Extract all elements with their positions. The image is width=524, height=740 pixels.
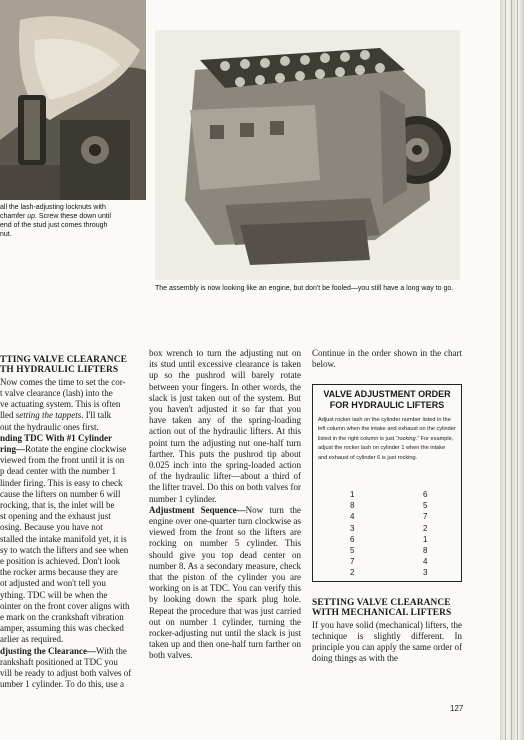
table-row: 1 6 (350, 490, 428, 499)
caption-right-photo: The assembly is now looking like an engine, but don't be fooled—you still have a long way to go. (155, 285, 454, 292)
photo-hand-adjusting-locknut (0, 0, 146, 200)
subheading-finding-tdc: nding TDC With #1 Cylinder (0, 432, 113, 443)
subheading-adjustment-sequence: Adjustment Sequence— (149, 504, 246, 515)
table-row: 8 5 (350, 501, 428, 511)
heading-hydraulic-lifters: TTING VALVE CLEARANCE TH HYDRAULIC LIFTERS (0, 355, 127, 376)
column-3-lower (312, 598, 462, 665)
table-row: 6 1 (350, 534, 428, 544)
subheading-adjusting-clearance: djusting the Clearance— (0, 645, 96, 656)
paragraph-box-wrench: box wrench to turn the adjusting nut on its stud until excessive clearance is taken up so the pushrod will barely rotate between your fingers. In other words, the slack is just taken out of the system. But you haven't adjusted it so far that you have taken any of the spring-loading action out of the hydraulic lifters. At this point turn the adjusting nut one-half turn farther. This puts the pushrod tip about 0.025 inch into the spring-loaded action of the hydraulic lifter—about a third of the lifter travel. Do this on both valves for number 1 cylinder. (149, 348, 301, 504)
table-description: Adjust rocker lash on the cylinder number listed in the left column when the intake and exhaust on the cylinder listed in the right column is just “rocking.” For example, adjust the rocker lash on cylinder 1 when the intake and exhaust of cylinder 6 is just rocking. (318, 417, 456, 461)
caption-left-photo: all the lash-adjusting locknuts with chamfer up. Screw these down until end of the stud just comes through nut. (0, 204, 111, 238)
table-row: 2 3 (350, 568, 428, 578)
column-1 (0, 355, 140, 691)
paragraph-continue: Continue in the order shown in the chart below. (312, 348, 462, 370)
book-page-edges (500, 0, 524, 740)
photo-engine-assembly (155, 30, 460, 280)
page-number: 127 (450, 704, 464, 713)
column-3 (312, 348, 462, 370)
table-title: VALVE ADJUSTMENT ORDER FOR HYDRAULIC LIFTERS (323, 389, 451, 410)
photo-hand-adjusting-locknut-image (0, 0, 146, 200)
table-row: 5 8 (350, 545, 428, 555)
paragraph-adjustment-sequence: Adjustment Sequence—Now turn the engine over one-quarter turn clockwise as viewed from the front so the lifters are rocking on number 5 cylinder. This should give you top dead center on number 8. As a secondary measure, check that the piston of the cylinder you are working on is at TDC. You can verify this by looking down the spark plug hole. Repeat the procedure that was just carried out on number 1 cylinder, turning the rocker-adjusting nut until the slack is just taken up and then one-half turn farther on both valves. (149, 504, 301, 661)
photo-engine-assembly-image (155, 30, 460, 280)
valve-adjustment-order-table (312, 384, 462, 582)
table-row: 3 2 (350, 523, 428, 533)
column-2 (149, 348, 301, 662)
paragraph-mechanical-lifters: If you have solid (mechanical) lifters, the technique is slightly different. In principle you can apply the same order of doing things as with the (312, 619, 462, 664)
table-row: 7 4 (350, 557, 428, 567)
cylinder-pairs (313, 489, 461, 579)
table-row: 4 7 (350, 512, 428, 522)
heading-mechanical-lifters: SETTING VALVE CLEARANCE WITH MECHANICAL LIFTERS (312, 598, 452, 619)
paragraph-intro: Now comes the time to set the cor- t valve clearance (lash) into the ve actuating system. This is often lled setting the tappets. I'll talk out the hydraulic ones first. nding TDC With #1 Cylinder ring—Rotate the engine clockwise viewed from the front until it is on p dead center with the number 1 linder firing. This is easy to check cause the lifters on number 6 will rocking, that is, the inlet will be st opening and the exhaust just osing. Because you have not stalled the intake manifold yet, it is sy to watch the lifters and see when e position is achieved. Don't look the rocker arms because they are ot adjusted and won't tell you ything. TDC will be when the ointer on the front cover aligns with e mark on the crankshaft vibration amper, assuming this was checked arlier as required. djusting the Clearance—With the rankshaft positioned at TDC you vill be ready to adjust both valves of umber 1 cylinder. To do this, use a (0, 376, 132, 690)
